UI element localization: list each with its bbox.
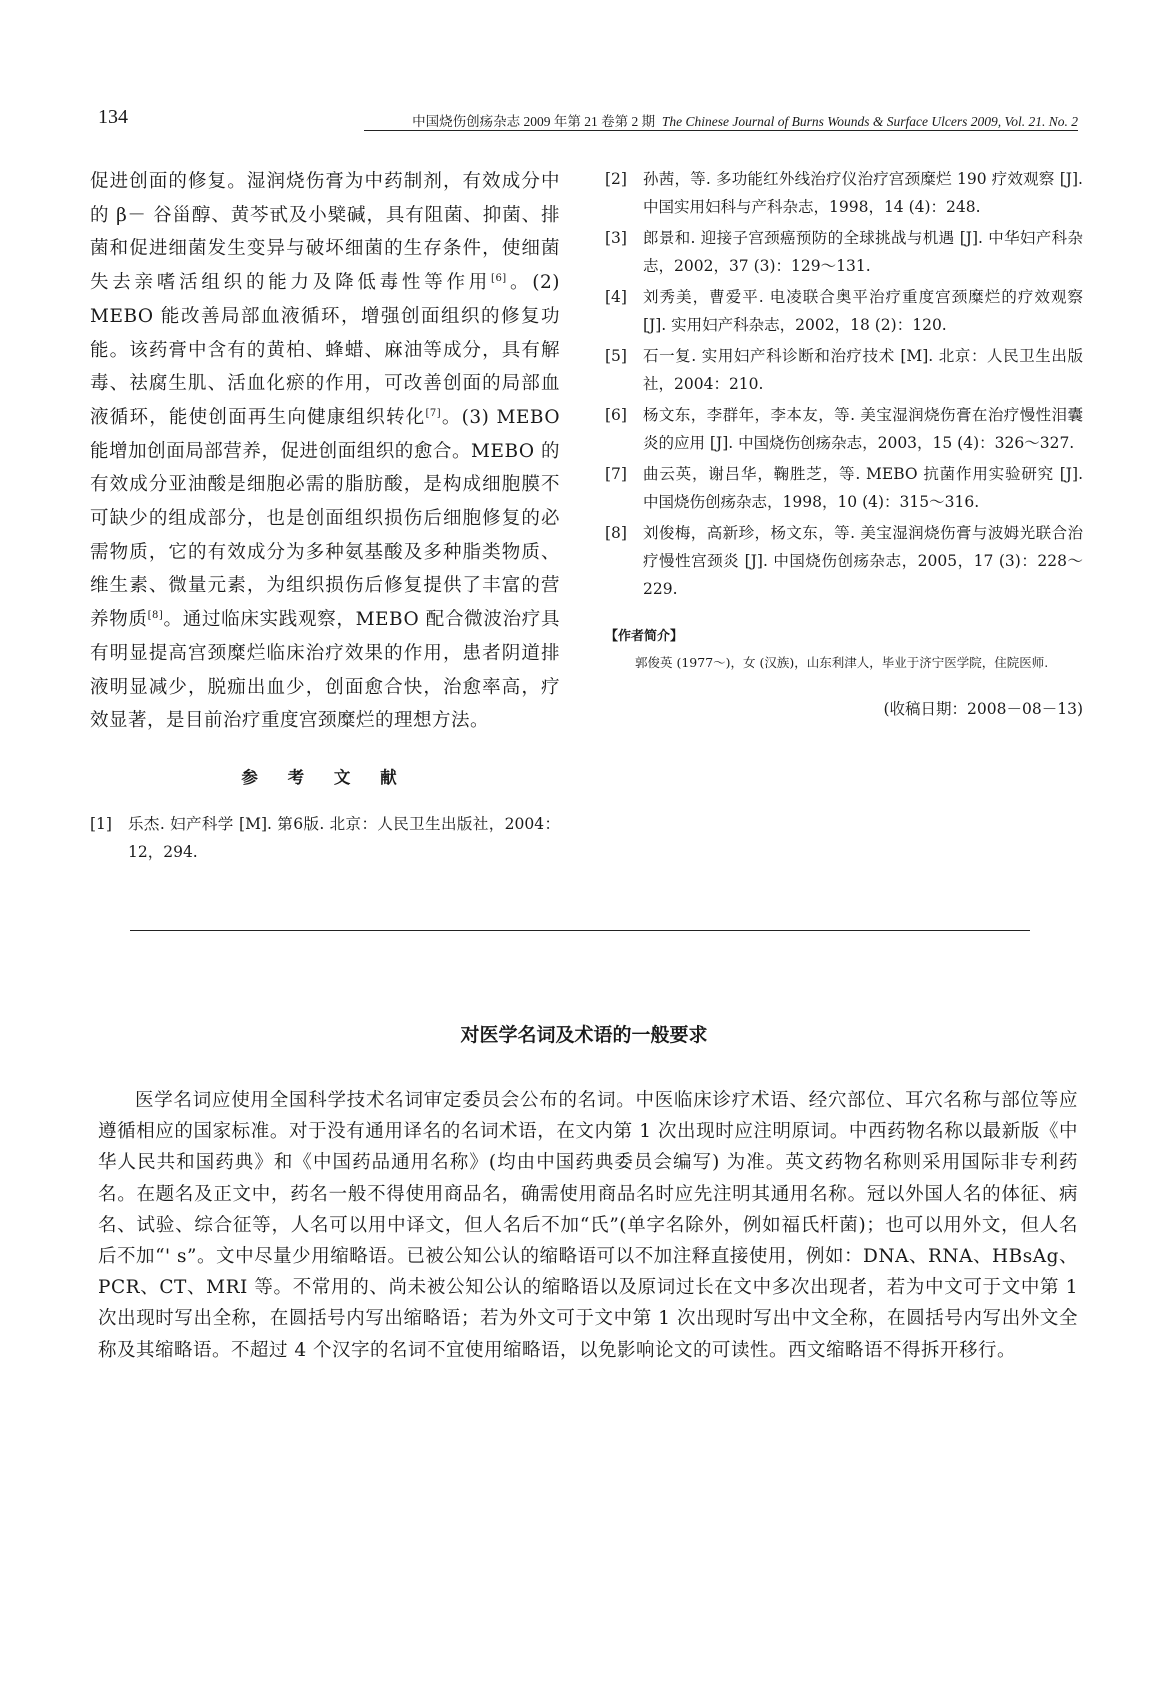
reference-item [605,165,1083,221]
body-text-segment: 。(2) MEBO 能改善局部血液循环，增强创面组织的修复功能。该药膏中含有的黄柏、蜂蜡、麻油等成分，具有解毒、祛腐生肌、活血化瘀的作用，可改善创面的局部血液循环，能使创面再生向健康组织转化 [90,272,560,428]
header-rule [364,130,1078,131]
running-header [412,110,1078,130]
citation-mark: [6] [491,272,507,284]
reference-item [605,401,1083,457]
reference-list-left [90,810,560,866]
reference-number: [3] [605,229,627,247]
reference-text: 石一复. 实用妇产科诊断和治疗技术 [M]. 北京：人民卫生出版社，2004：210. [643,347,1083,393]
notice-body: 医学名词应使用全国科学技术名词审定委员会公布的名词。中医临床诊疗术语、经穴部位、耳穴名称与部位等应遵循相应的国家标准。对于没有通用译名的名词术语，在文内第 1 次出现时应注明原词。中西药物名称以最新版《中华人民共和国药典》和《中国药品通用名称》(均由中国药典委员会编写) 为准。英文药物名称则采用国际非专利药名。在题名及正文中，药名一般不得使用商品名，确需使用商品名时应先注明其通用名称。冠以外国人名的体征、病名、试验、综合征等，人名可以用中译文，但人名后不加“氏”(单字名除外，例如福氏杆菌)；也可以用外文，但人名后不加“' s”。文中尽量少用缩略语。已被公知公认的缩略语可以不加注释直接使用，例如：DNA、RNA、HBsAg、PCR、CT、MRI 等。不常用的、尚未被公知公认的缩略语以及原词过长在文中多次出现者，若为中文可于文中第 1 次出现时写出全称，在圆括号内写出缩略语；若为外文可于文中第 1 次出现时写出中文全称，在圆括号内写出外文全称及其缩略语。不超过 4 个汉字的名词不宜使用缩略语，以免影响论文的可读性。西文缩略语不得拆开移行。 [98,1090,1078,1361]
reference-number: [7] [605,465,627,483]
left-column [90,165,560,869]
journal-title-en: The Chinese Journal of Burns Wounds & Surface Ulcers 2009, Vol. 21. No. 2 [661,114,1078,129]
reference-item [90,810,560,866]
article-body-paragraph [90,165,560,738]
page-header [98,106,1078,136]
citation-mark: [7] [425,407,442,419]
section-divider [130,930,1030,931]
reference-text: 曲云英，谢吕华，鞠胜芝，等. MEBO 抗菌作用实验研究 [J]. 中国烧伤创疡杂志，1998，10 (4)：315～316. [643,465,1083,511]
page-number: 134 [98,106,128,128]
reference-item [605,519,1083,603]
reference-text: 刘秀美，曹爱平. 电凌联合奥平治疗重度宫颈糜烂的疗效观察 [J]. 实用妇产科杂志，2002，18 (2)：120. [643,288,1083,334]
author-bio-heading: 【作者简介】 [605,629,684,644]
notice-title: 对医学名词及术语的一般要求 [460,1024,708,1046]
reference-text: 郎景和. 迎接子宫颈癌预防的全球挑战与机遇 [J]. 中华妇产科杂志，2002，37 (3)：129～131. [643,229,1083,275]
received-date: (收稿日期：2008－08－13) [883,700,1083,718]
journal-title-cn: 中国烧伤创疡杂志 2009 年第 21 卷第 2 期 [412,114,656,129]
body-text-segment: 促进创面的修复。湿润烧伤膏为中药制剂，有效成分中的 β－ 谷甾醇、黄芩甙及小檗碱，具有阻菌、抑菌、排菌和促进细菌发生变异与破坏细菌的生存条件，使细菌失去亲嗜活组织的能力及降低毒性等作用 [90,171,560,294]
citation-mark: [8] [147,609,164,621]
body-text-segment: 。通过临床实践观察，MEBO 配合微波治疗具有明显提高宫颈糜烂临床治疗效果的作用，患者阴道排液明显减少，脱痂出血少，创面愈合快，治愈率高，疗效显著，是目前治疗重度宫颈糜烂的理想方法。 [90,609,560,732]
reference-text: 孙茜，等. 多功能红外线治疗仪治疗宫颈糜烂 190 疗效观察 [J]. 中国实用妇科与产科杂志，1998，14 (4)：248. [643,170,1083,216]
references-heading: 参 考 文 献 [241,767,409,787]
reference-text: 刘俊梅，高新珍，杨文东，等. 美宝湿润烧伤膏与波姆光联合治疗慢性宫颈炎 [J]. 中国烧伤创疡杂志，2005，17 (3)：228～229. [643,524,1083,598]
reference-number: [5] [605,347,627,365]
reference-text: 杨文东，李群年，李本友，等. 美宝湿润烧伤膏在治疗慢性泪囊炎的应用 [J]. 中国烧伤创疡杂志，2003，15 (4)：326～327. [643,406,1083,452]
reference-number: [1] [90,814,112,833]
reference-item [605,283,1083,339]
reference-number: [2] [605,170,627,188]
right-column [605,165,1083,719]
reference-item [605,342,1083,398]
reference-number: [4] [605,288,627,306]
author-bio [605,625,1083,675]
reference-list-right [605,165,1083,603]
body-text-segment: 。(3) MEBO 能增加创面局部营养，促进创面组织的愈合。MEBO 的有效成分亚油酸是细胞必需的脂肪酸，是构成细胞膜不可缺少的组成部分，也是创面组织损伤后细胞修复的必需物质，它的有效成分为多种氨基酸及多种脂类物质、维生素、微量元素，为组织损伤后修复提供了丰富的营养物质 [90,406,560,631]
reference-item [605,224,1083,280]
author-bio-text: 郭俊英 (1977～)，女 (汉族)，山东利津人，毕业于济宁医学院，住院医师. [635,655,1049,670]
reference-text: 乐杰. 妇产科学 [M]. 第6版. 北京：人民卫生出版社，2004：12，294. [128,814,560,861]
reference-number: [8] [605,524,627,542]
reference-number: [6] [605,406,627,424]
reference-item [605,460,1083,516]
